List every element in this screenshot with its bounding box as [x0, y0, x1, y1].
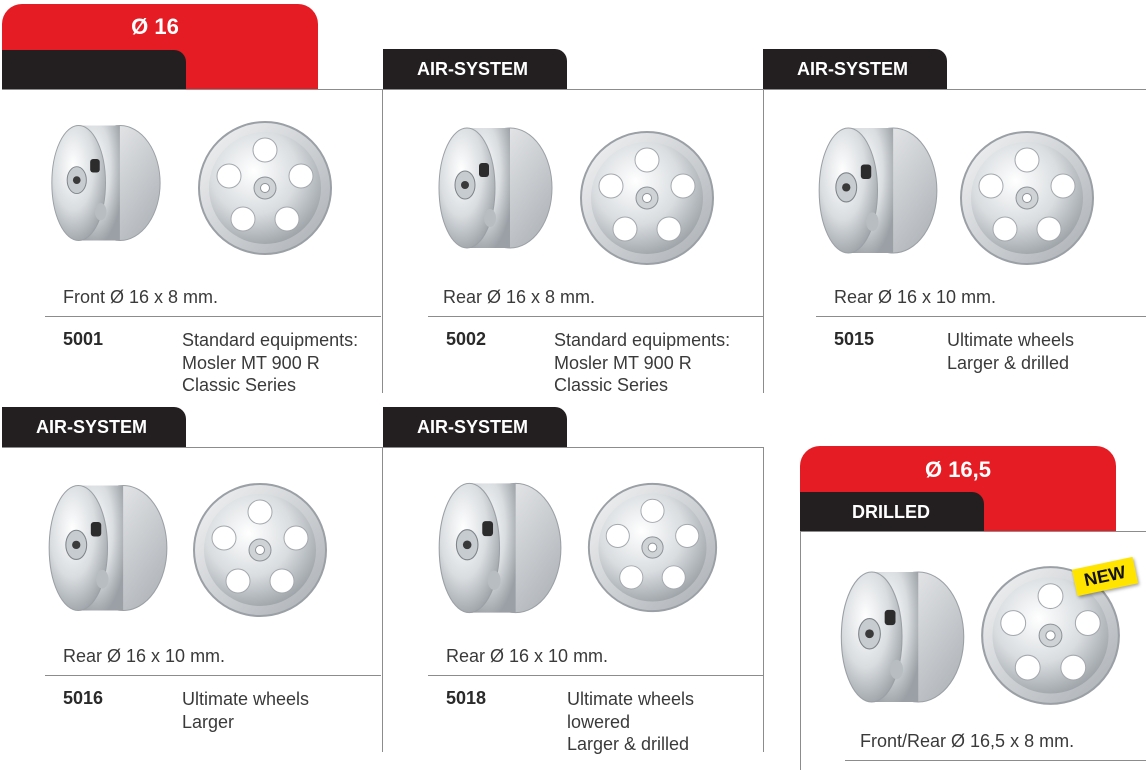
wheel-face-icon [190, 480, 330, 620]
tab-air-system-5015: AIR-SYSTEM [763, 49, 947, 89]
size-label: Rear Ø 16 x 10 mm. [446, 646, 609, 666]
desc-line: Mosler MT 900 R [182, 352, 320, 373]
product-description [567, 688, 694, 756]
divider [800, 531, 801, 770]
divider [800, 531, 1146, 532]
divider [382, 447, 383, 752]
wheel-side-icon [432, 478, 567, 618]
divider [45, 316, 381, 317]
tab-air-system-5018: AIR-SYSTEM [383, 407, 567, 447]
wheel-face-icon [195, 118, 335, 258]
desc-line: Ultimate wheels [182, 689, 310, 709]
divider [845, 760, 1146, 761]
tab-air-system-5016: AIR-SYSTEM [2, 407, 186, 447]
product-code: 5002 [446, 329, 487, 349]
tab-5001 [2, 50, 186, 90]
wheel-side-icon [435, 118, 555, 258]
new-badge: NEW [1072, 557, 1138, 596]
product-description [947, 329, 1074, 374]
desc-line: Standard equipments: [182, 330, 359, 350]
tab-drilled: DRILLED [800, 492, 984, 532]
product-description [554, 329, 730, 397]
desc-line: lowered [567, 711, 631, 732]
desc-line: Larger & drilled [567, 734, 690, 754]
product-code: 5001 [63, 329, 104, 349]
wheel-side-icon [48, 118, 163, 248]
divider [382, 89, 383, 393]
tab-air-system-5002: AIR-SYSTEM [383, 49, 567, 89]
size-label: Rear Ø 16 x 8 mm. [443, 287, 596, 307]
divider [428, 316, 763, 317]
wheel-face-icon [577, 128, 717, 268]
product-description [182, 688, 309, 733]
wheel-face-icon [957, 128, 1097, 268]
divider [45, 675, 381, 676]
size-label: Front/Rear Ø 16,5 x 8 mm. [860, 731, 1075, 751]
divider [763, 447, 764, 752]
desc-line: Ultimate wheels [567, 689, 695, 709]
desc-line: Classic Series [554, 375, 669, 395]
desc-line: Classic Series [182, 375, 297, 395]
wheel-side-icon [815, 118, 940, 263]
product-code: 5016 [63, 688, 104, 708]
product-code: 5018 [446, 688, 487, 708]
divider [816, 316, 1146, 317]
product-description [182, 329, 358, 397]
wheel-side-icon [837, 562, 967, 712]
size-label: Rear Ø 16 x 10 mm. [834, 287, 997, 307]
size-label: Rear Ø 16 x 10 mm. [63, 646, 226, 666]
size-label: Front Ø 16 x 8 mm. [63, 287, 219, 307]
product-code: 5015 [834, 329, 875, 349]
desc-line: Mosler MT 900 R [554, 352, 692, 373]
wheel-side-icon [45, 478, 170, 618]
diameter-16-5-label: Ø 16,5 [924, 457, 992, 482]
desc-line: Standard equipments: [554, 330, 731, 350]
divider [2, 89, 1146, 90]
divider [428, 675, 763, 676]
divider [2, 447, 764, 448]
desc-line: Larger [182, 711, 235, 732]
desc-line: Larger & drilled [947, 352, 1070, 373]
diameter-16-label: Ø 16 [131, 14, 179, 39]
divider [763, 89, 764, 393]
desc-line: Ultimate wheels [947, 330, 1075, 350]
wheel-face-icon [585, 480, 720, 615]
